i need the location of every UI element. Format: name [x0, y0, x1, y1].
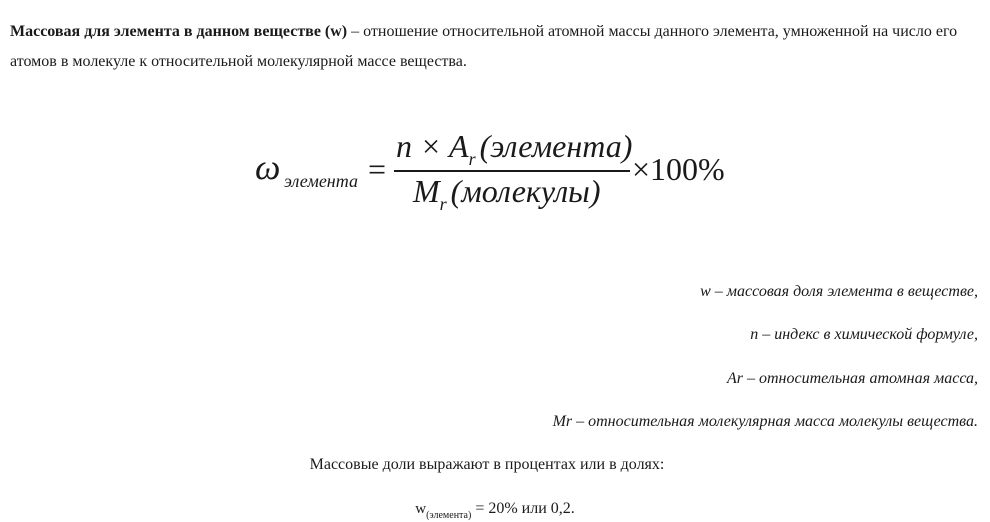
legend-mr: Mr – относительная молекулярная масса молекулы вещества.	[552, 413, 978, 430]
definition-paragraph	[10, 17, 985, 77]
denominator-m: M	[413, 173, 440, 209]
formula-omega: ω	[255, 147, 281, 187]
denominator-rest: (молекулы)	[450, 173, 601, 209]
formula-denominator	[413, 173, 601, 214]
formula-omega-subscript: элемента	[284, 171, 358, 191]
denominator-subscript: r	[439, 194, 447, 214]
definition-term: Массовая для элемента в данном веществе (w)	[10, 23, 348, 40]
legend-w: w – массовая доля элемента в веществе,	[700, 283, 978, 300]
numerator-rest: (элемента)	[479, 128, 633, 164]
fraction-bar	[394, 170, 630, 172]
formula-numerator	[396, 128, 633, 169]
formula-equals: =	[368, 151, 387, 187]
legend-ar: Ar – относительная атомная масса,	[726, 370, 978, 387]
numerator-n-ar: n × A	[396, 128, 469, 164]
legend-n: n – индекс в химической формуле,	[750, 326, 978, 343]
example-subscript: (элемента)	[426, 510, 472, 521]
numerator-subscript: r	[468, 149, 476, 169]
example-line	[0, 500, 990, 521]
definition-text: – отношение относительной атомной массы данного элемента, умноженной на число его атомов в молекуле к относительной молекулярной массе вещества.	[10, 23, 958, 70]
example-value: = 20% или 0,2.	[471, 500, 575, 517]
units-note: Массовые доли выражают в процентах или в долях:	[309, 456, 665, 473]
formula-multiplier: ×100%	[632, 151, 725, 187]
example-symbol: w	[415, 501, 427, 517]
